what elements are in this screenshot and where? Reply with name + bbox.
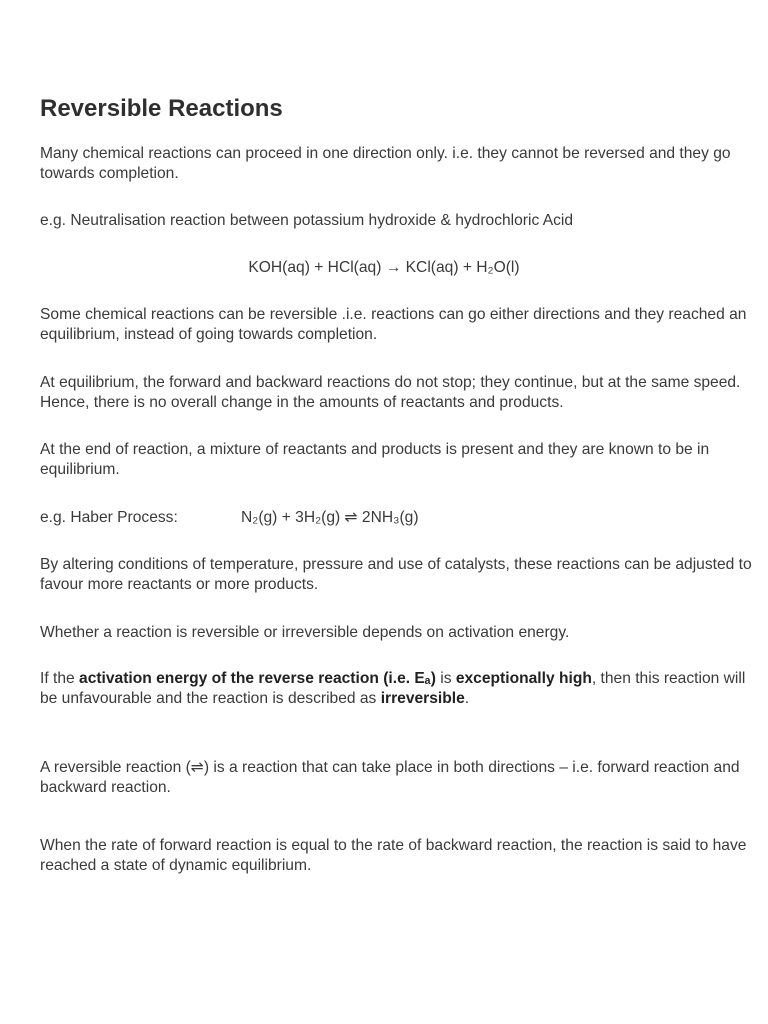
bold-text-irreversible: irreversible bbox=[380, 690, 465, 707]
text-run: If the bbox=[40, 670, 80, 687]
paragraph-irreversible-intro: Many chemical reactions can proceed in one direction only. i.e. they cannot be reversed and they go towards completion. bbox=[40, 145, 731, 182]
paragraph-equilibrium-speed: At equilibrium, the forward and backward reactions do not stop; they continue, but at the same speed. Hence, there is no overall change in the amounts of reactants and products. bbox=[40, 374, 741, 411]
bold-text-exceptionally-high: exceptionally high bbox=[455, 670, 592, 687]
haber-process-equation: N₂(g) + 3H₂(g) ⇌ 2NH₃(g) bbox=[241, 509, 419, 526]
paragraph-reversible-intro: Some chemical reactions can be reversible .i.e. reactions can go either directions and they reached an equilibrium, instead of going towards completion. bbox=[40, 306, 747, 343]
haber-process-label: e.g. Haber Process: bbox=[40, 509, 178, 526]
neutralisation-equation: KOH(aq) + HCl(aq) → KCl(aq) + H₂O(l) bbox=[248, 259, 520, 276]
text-run: , then this reaction will be unfavourable and the reaction is described as bbox=[40, 670, 746, 707]
paragraph-dynamic-equilibrium: When the rate of forward reaction is equal to the rate of backward reaction, the reaction is said to have reached a state of dynamic equilibrium. bbox=[40, 837, 747, 874]
page-title: Reversible Reactions bbox=[40, 95, 283, 122]
paragraph-irreversible-definition bbox=[40, 669, 752, 709]
paragraph-altering-conditions: By altering conditions of temperature, pressure and use of catalysts, these reactions can be adjusted to favour more reactants or more products. bbox=[40, 556, 752, 593]
paragraph-activation-energy: Whether a reaction is reversible or irreversible depends on activation energy. bbox=[40, 624, 570, 641]
bold-text-activation-energy: activation energy of the reverse reaction (i.e. Eₐ) bbox=[79, 670, 436, 687]
paragraph-reversible-definition: A reversible reaction (⇌) is a reaction that can take place in both directions – i.e. forward reaction and backward reaction. bbox=[40, 759, 740, 796]
paragraph-neutralisation-example: e.g. Neutralisation reaction between potassium hydroxide & hydrochloric Acid bbox=[40, 212, 574, 229]
paragraph-equilibrium-mixture: At the end of reaction, a mixture of reactants and products is present and they are known to be in equilibrium. bbox=[40, 441, 710, 478]
text-run: is bbox=[435, 670, 456, 687]
text-run: . bbox=[464, 690, 470, 707]
